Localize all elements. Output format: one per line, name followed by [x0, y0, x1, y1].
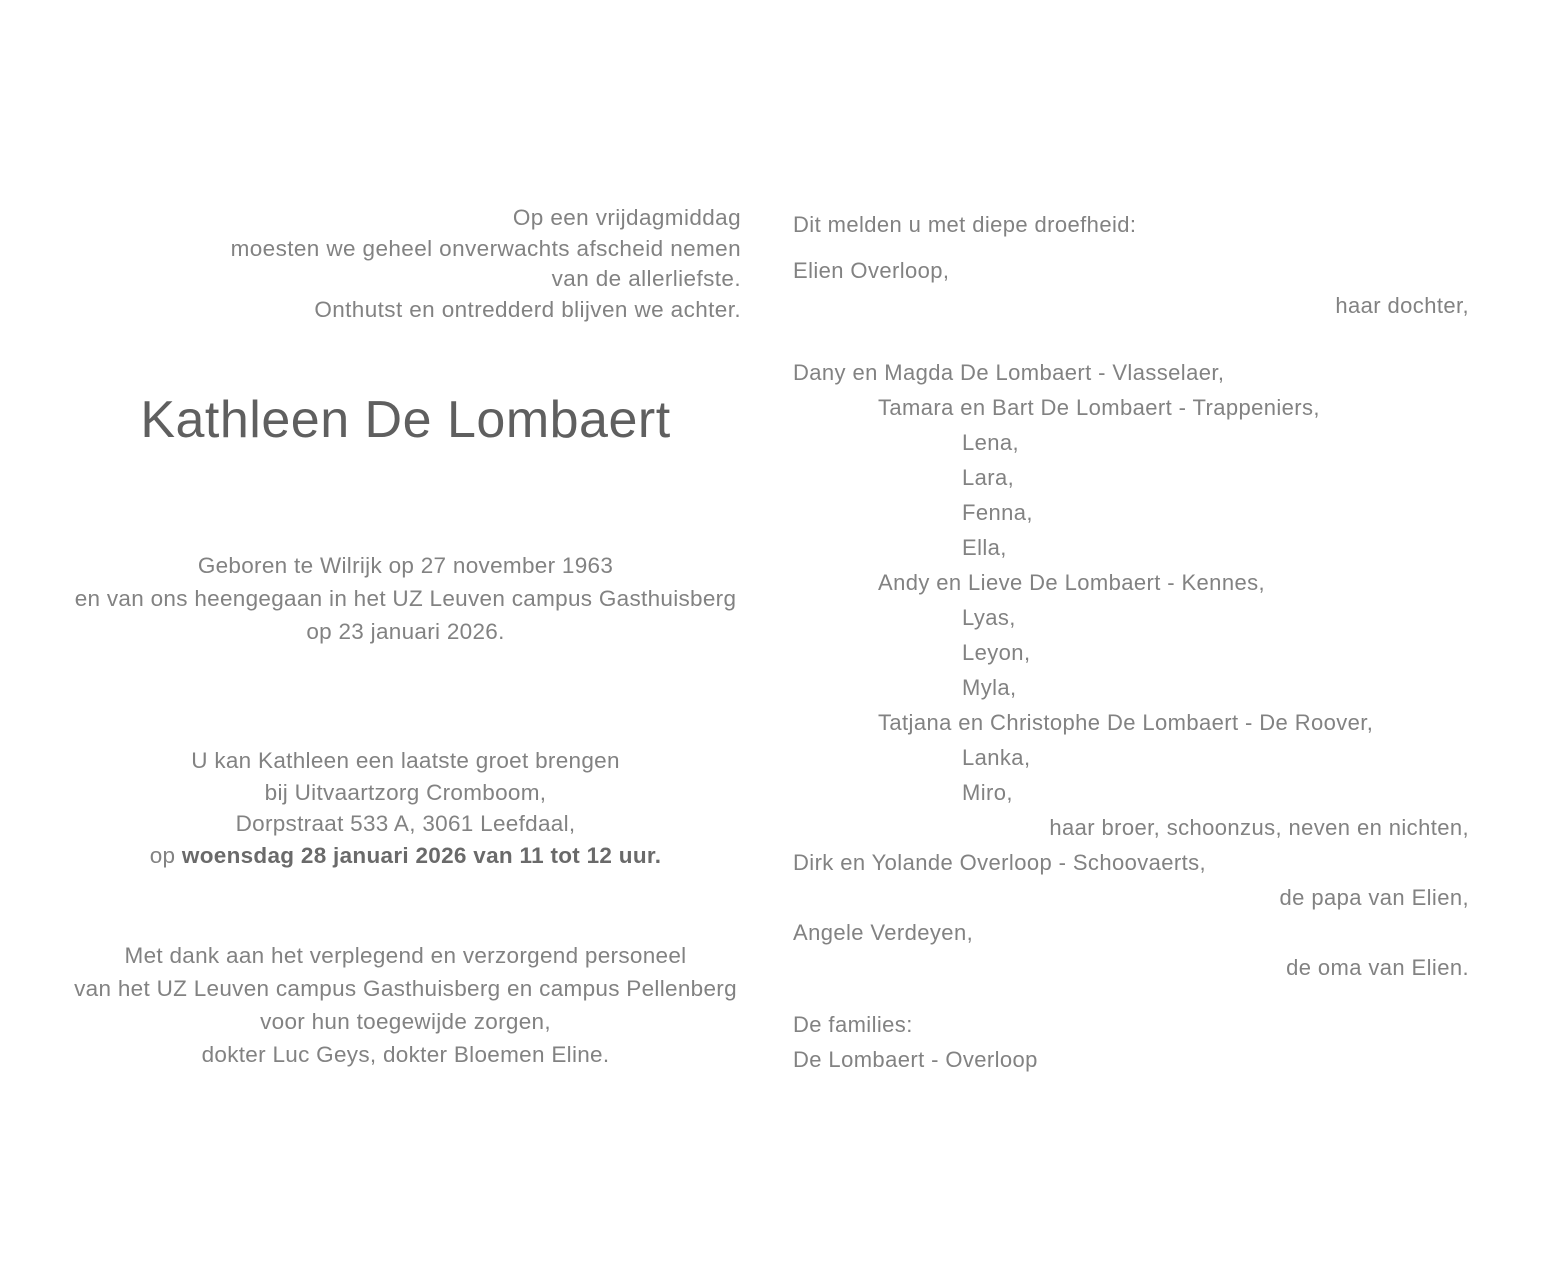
- intro-verse-line: moesten we geheel onverwachts afscheid nemen: [230, 235, 741, 261]
- right-panel: [793, 207, 1469, 1077]
- family-line: Fenna,: [962, 500, 1033, 525]
- family-line: Lyas,: [962, 605, 1016, 630]
- family-line: Ella,: [962, 535, 1007, 560]
- announcement-line: Dit melden u met diepe droefheid:: [793, 212, 1137, 237]
- intro-verse-line: van de allerliefste.: [551, 266, 741, 291]
- life-dates: [70, 549, 741, 648]
- family-line: Lanka,: [962, 745, 1031, 770]
- visitation-date-prefix: op: [149, 842, 182, 868]
- visitation-date-bold: woensdag 28 januari 2026 van 11 tot 12 uur.: [181, 842, 662, 868]
- visitation-info: [70, 745, 741, 871]
- family-line: haar broer, schoonzus, neven en nichten,: [1049, 815, 1469, 840]
- family-list: [793, 253, 1469, 1077]
- visitation-date-line: [70, 840, 741, 872]
- intro-verse-line: Onthutst en ontredderd blijven we achter.: [314, 296, 741, 322]
- family-line: Andy en Lieve De Lombaert - Kennes,: [878, 570, 1266, 595]
- family-line: Dany en Magda De Lombaert - Vlasselaer,: [793, 360, 1225, 385]
- family-line: Leyon,: [962, 640, 1031, 665]
- acknowledgement: [70, 939, 741, 1071]
- life-dates-line: Geboren te Wilrijk op 27 november 1963: [197, 553, 614, 578]
- family-line: Angele Verdeyen,: [793, 920, 974, 945]
- visitation-line: U kan Kathleen een laatste groet brengen: [191, 748, 620, 773]
- family-line: Lara,: [962, 465, 1015, 490]
- acknowledgement-line: voor hun toegewijde zorgen,: [260, 1009, 551, 1034]
- family-line: Tatjana en Christophe De Lombaert - De Roover,: [878, 710, 1374, 735]
- family-line: de oma van Elien.: [1286, 955, 1469, 980]
- family-line: Lena,: [962, 430, 1020, 455]
- family-line: de papa van Elien,: [1279, 885, 1469, 910]
- acknowledgement-line: dokter Luc Geys, dokter Bloemen Eline.: [201, 1042, 610, 1067]
- life-dates-line: en van ons heengegaan in het UZ Leuven campus Gasthuisberg: [74, 586, 737, 611]
- acknowledgement-line: van het UZ Leuven campus Gasthuisberg en campus Pellenberg: [74, 976, 737, 1001]
- family-line: Dirk en Yolande Overloop - Schoovaerts,: [793, 850, 1207, 875]
- visitation-line: bij Uitvaartzorg Cromboom,: [264, 779, 547, 805]
- left-panel: [70, 0, 741, 1273]
- acknowledgement-line: Met dank aan het verplegend en verzorgend personeel: [124, 943, 687, 968]
- life-dates-line: op 23 januari 2026.: [306, 619, 505, 644]
- family-line: Miro,: [962, 780, 1013, 805]
- deceased-name: Kathleen De Lombaert: [140, 391, 671, 449]
- family-line: Tamara en Bart De Lombaert - Trappeniers,: [878, 395, 1320, 420]
- family-line: De families:: [793, 1012, 913, 1037]
- family-line: Elien Overloop,: [793, 258, 950, 283]
- family-line: haar dochter,: [1335, 293, 1469, 318]
- visitation-line: Dorpstraat 533 A, 3061 Leefdaal,: [235, 811, 576, 836]
- family-line: De Lombaert - Overloop: [793, 1047, 1038, 1072]
- family-line: Myla,: [962, 675, 1017, 700]
- intro-verse: [70, 203, 741, 325]
- intro-verse-line: Op een vrijdagmiddag: [512, 205, 741, 230]
